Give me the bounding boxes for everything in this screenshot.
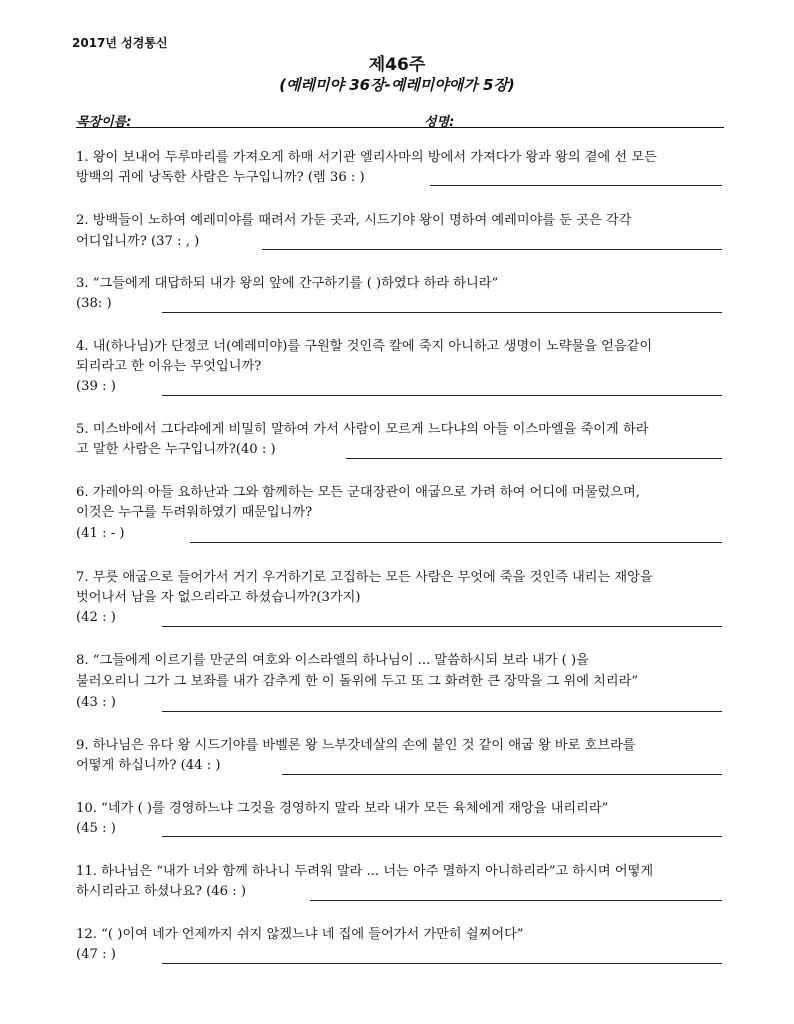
header-divider [76,127,724,128]
question-8-line-3: (43 : ) [76,695,116,710]
question-7-line-1: 7. 무릇 애굽으로 들어가서 거기 우거하기로 고집하는 모든 사람은 무엇에 죽을 것인즉 내리는 재앙을 [76,570,653,585]
question-5-line-2: 고 말한 사람은 누구입니까?(40 : ) [76,442,276,457]
header-tag: 2017년 성경통신 [72,36,168,50]
question-8-line-2: 불러오리니 그가 그 보좌를 내가 감추게 한 이 돌위에 두고 또 그 화려한 큰 장막을 그 위에 치리라” [76,674,639,689]
question-9-line-2: 어떻게 하십니까? (44 : ) [76,758,221,773]
question-10-line-1: 10. “네가 ( )를 경영하느냐 그것을 경영하지 말라 보라 내가 모든 육체에게 재앙을 내리리라” [76,801,609,816]
question-3-answer-line [162,312,722,313]
question-6-line-3: (41 : - ) [76,526,125,541]
question-4-line-3: (39 : ) [76,379,116,394]
question-8-answer-line [162,711,722,712]
question-12-answer-line [162,963,722,964]
question-11-line-2: 하시리라고 하셨나요? (46 : ) [76,884,247,899]
question-6-answer-line [190,542,722,543]
person-name-label: 성명: [424,115,455,130]
question-12-line-1: 12. “( )이여 네가 언제까지 쉬지 않겠느냐 네 집에 들어가서 가만히 쉴찌어다” [76,927,524,942]
question-7-line-2: 벗어나서 남을 자 없으리라고 하셨습니까?(3가지) [76,590,361,605]
question-10-answer-line [162,836,722,837]
question-1-line-1: 1. 왕이 보내어 두루마리를 가져오게 하매 서기관 엘리사마의 방에서 가져다가 왕과 왕의 곁에 선 모든 [76,150,657,165]
question-7-line-3: (42 : ) [76,610,116,625]
question-1-line-2: 방백의 귀에 낭독한 사람은 누구입니까? (렘 36 : ) [76,170,365,185]
question-2-line-2: 어디입니까? (37 : , ) [76,234,200,249]
question-3-line-2: (38: ) [76,296,112,311]
question-8-line-1: 8. “그들에게 이르기를 만군의 여호와 이스라엘의 하나님이 ... 말씀하시되 보라 내가 ( )을 [76,653,589,668]
question-9-answer-line [282,774,722,775]
question-7-answer-line [162,626,722,627]
question-9-line-1: 9. 하나님은 유다 왕 시드기야를 바벨론 왕 느부갓네살의 손에 붙인 것 같이 애굽 왕 바로 호브라를 [76,738,636,753]
question-10-line-2: (45 : ) [76,821,116,836]
question-11-line-1: 11. 하나님은 “내가 너와 함께 하나니 두려워 말라 ... 너는 아주 멸하지 아니하리라”고 하시며 어떻게 [76,864,654,879]
page-title: 제46주 [368,55,426,75]
question-3-line-1: 3. “그들에게 대답하되 내가 왕의 앞에 간구하기를 ( )하였다 하라 하니라” [76,276,499,291]
question-6-line-2: 이것은 누구를 두려워하였기 때문입니까? [76,505,313,520]
question-2-line-1: 2. 방백들이 노하여 예레미야를 때려서 가둔 곳과, 시드기야 왕이 명하여 예레미야를 둔 곳은 각각 [76,213,632,228]
question-6-line-1: 6. 가레아의 아들 요하난과 그와 함께하는 모든 군대장관이 애굽으로 가려 하여 어디에 머물렀으며, [76,485,640,500]
question-12-line-2: (47 : ) [76,947,116,962]
question-4-line-1: 4. 내(하나님)가 단정코 너(예레미야)를 구원할 것인즉 칼에 죽지 아니하고 생명이 노략물을 얻음같이 [76,339,653,354]
question-4-answer-line [162,395,722,396]
question-4-line-2: 되리라고 한 이유는 무엇입니까? [76,359,262,374]
page-subtitle: (예레미야 36장-예레미야애가 5장) [279,76,515,94]
pastor-name-label: 목장이름: [76,115,132,130]
question-1-answer-line [430,185,722,186]
question-5-line-1: 5. 미스바에서 그다랴에게 비밀히 말하여 가서 사람이 모르게 느다냐의 아들 이스마엘을 죽이게 하라 [76,422,649,437]
question-11-answer-line [310,900,722,901]
question-2-answer-line [262,249,722,250]
question-5-answer-line [346,458,722,459]
